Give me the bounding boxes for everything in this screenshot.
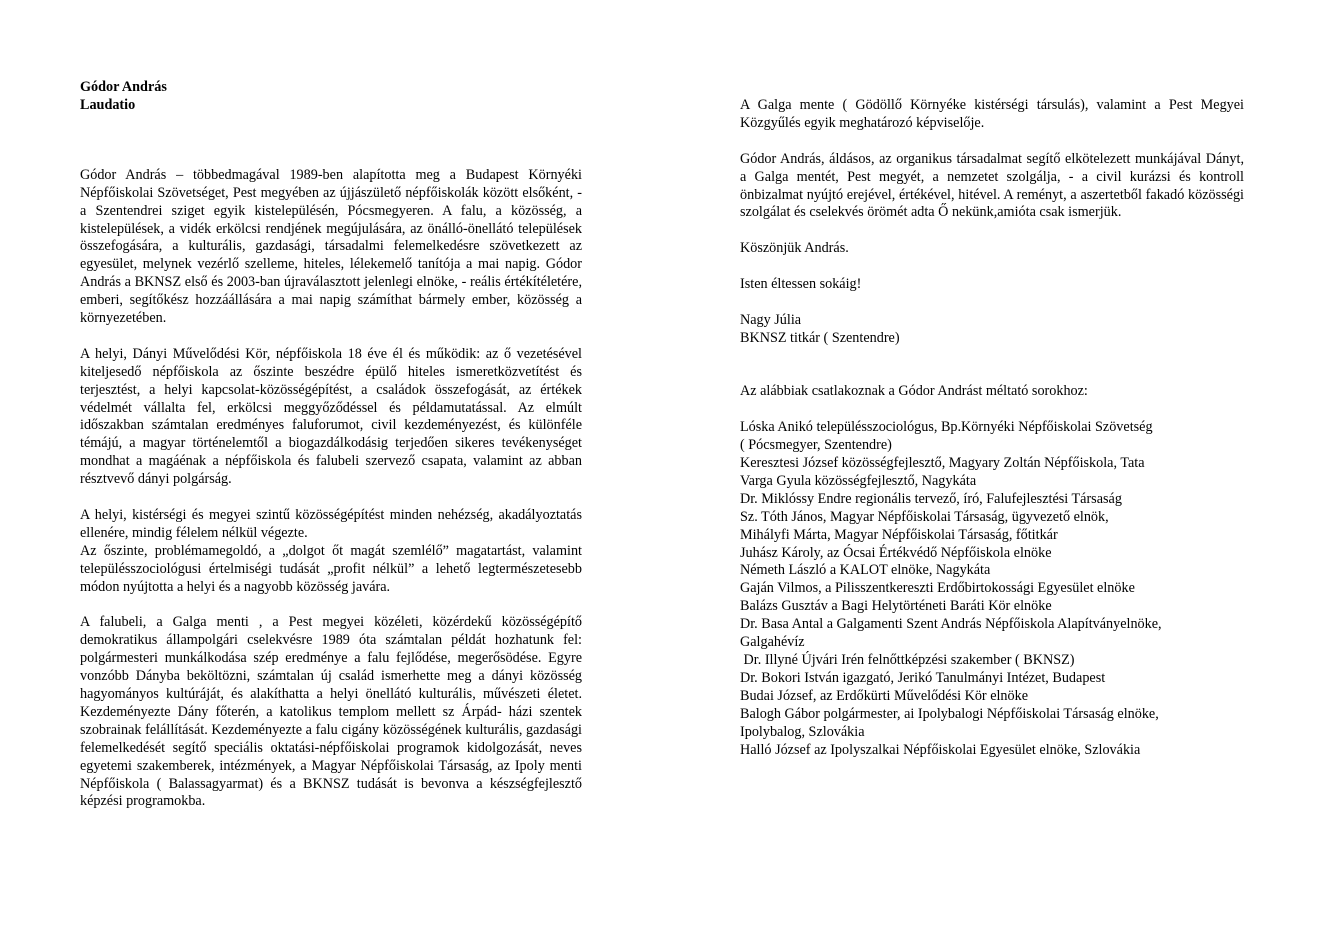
supporter-line: Ipolybalog, Szlovákia xyxy=(740,723,865,740)
supporter-line: Sz. Tóth János, Magyar Népfőiskolai Társaság, ügyvezető elnök, xyxy=(740,508,1109,525)
supporter-line: Balázs Gusztáv a Bagi Helytörténeti Baráti Kör elnöke xyxy=(740,598,1052,615)
supporter-line: Budai József, az Erdőkürti Művelődési Kör elnöke xyxy=(740,687,1029,704)
supporter-line: Halló József az Ipolyszalkai Népfőiskolai Egyesület elnöke, Szlovákia xyxy=(740,741,1141,758)
paragraph-dany-circle: A helyi, Dányi Művelődési Kör, népfőiskola 18 éve él és működik: az ő vezetésével kiteljesedő népfőiskola az őszinte beszédre épülő hiteles ismeretközvetítést és terjesztést, a helyi kapcsolat-közösségépítést, a családok összefogását, az értékek védelmét vállalta fel, erkölcsi meggyőződéssel és példamutatással. Az elmúlt időszakban számtalan eredményes faluforumot, civil kezdeményezést, és különféle témájú, a magyar történelemtől a biogazdálkodásig terjedően sikeres tevékenységet mondhat a magáénak a népfőiskola és falubeli szervező csapata, valamint az abban résztvevő dányi polgárság. xyxy=(80,345,582,488)
paragraph-attitude: Az őszinte, problémamegoldó, a „dolgot őt magát szemlélő” magatartást, valamint településszociológusi értelmiségi tudását „profit nélkül” a lehető legtermészetesebb módon nyújtotta a helyi és a nagyobb közösség javára. xyxy=(80,542,582,595)
supporters-list xyxy=(740,419,1244,759)
paragraph-civic-action: A falubeli, a Galga menti , a Pest megyei közéleti, közérdekű közösségépítő demokratikus állampolgári cselekvésre 1989 óta számtalan példát hozhatunk fel: polgármesteri munkálkodása szép eredménye a falu fejlődése, megerősödése. Egyre vonzóbb Dányba beköltözni, számtalan új család ismerhette meg a dányi közösség hagyományos kultúráját, és alakíthatta a helyi önellátó kulturális, művészeti életet. Kezdeményezte Dány főterén, a katolikus templom mellett sz Árpád- házi szentek szobrainak felállítását. Kezdeményezte a falu cigány közösségének kulturális, gazdasági felemelkedését segítő speciális oktatási-népfőiskolai programok kidolgozását, neves egyetemi szakemberek, intézmények, a Magyar Népfőiskolai Társaság, az Ipoly menti Népfőiskola ( Balassagyarmat) és a BKNSZ tudását is bevonva a készségfejlesztő képzési programokba. xyxy=(80,614,582,810)
supporter-line: Keresztesi József közösségfejlesztő, Magyary Zoltán Népfőiskola, Tata xyxy=(740,455,1145,472)
supporter-line: Galgahévíz xyxy=(740,634,805,651)
supporter-line: Varga Gyula közösségfejlesztő, Nagykáta xyxy=(740,472,977,489)
supporters-intro: Az alábbiak csatlakoznak a Gódor Andrást méltató sorokhoz: xyxy=(740,383,1088,400)
supporter-line: Lóska Anikó településszociológus, Bp.Környéki Népfőiskolai Szövetség xyxy=(740,419,1153,436)
supporter-line: Juhász Károly, az Ócsai Értékvédő Népfőiskola elnöke xyxy=(740,544,1052,561)
supporter-line: Balogh Gábor polgármester, ai Ipolybalogi Népfőiskolai Társaság elnöke, xyxy=(740,705,1159,722)
left-column xyxy=(80,79,582,811)
supporter-line: Gaján Vilmos, a Pilisszentkereszti Erdőbirtokossági Egyesület elnöke xyxy=(740,580,1135,597)
signature-role: BKNSZ titkár ( Szentendre) xyxy=(740,329,900,346)
right-column xyxy=(740,79,1244,759)
signature-name: Nagy Júlia xyxy=(740,311,802,328)
supporter-line: Dr. Miklóssy Endre regionális tervező, író, Falufejlesztési Társaság xyxy=(740,490,1122,507)
paragraph-community-building: A helyi, kistérségi és megyei szintű közösségépítést minden nehézség, akadályoztatás ellenére, mindig félelem nélkül végezte. xyxy=(80,507,582,541)
document-title: Laudatio xyxy=(80,96,136,113)
author-name: Gódor András xyxy=(80,79,167,95)
supporter-line: Dr. Illyné Újvári Irén felnőttképzési szakember ( BKNSZ) xyxy=(740,652,1075,668)
supporter-line: Dr. Basa Antal a Galgamenti Szent András Népfőiskola Alapítványelnöke, xyxy=(740,616,1162,633)
paragraph-founding: Gódor András – többedmagával 1989-ben alapította meg a Budapest Környéki Népfőiskolai Szövetséget, Pest megyében az újjászülető népfőiskolák között elsőként, - a Szentendrei sziget egyik kistelepülésén, Pócsmegyeren. A falu, a közösség, a kistelepülések, a vidék erkölcsi rendjének megújulására, az önálló-önellátó települések összefogására, a kulturális, gazdasági, társadalmi felemelkedésre szövetkezett az egyesület, melynek vezérlő szelleme, hiteles, lélekemelő tanítója a mai napig. Gódor András a BKNSZ első és 2003-ban újraválasztott jelenlegi elnöke, - reális értékítéletére, emberi, segítőkész hozzáállására a mai napig számíthat bármely ember, közösség a környezetében. xyxy=(80,166,582,327)
paragraph-representative: A Galga mente ( Gödöllő Környéke kistérségi társulás), valamint a Pest Megyei Közgyűlés egyik meghatározó képviselője. xyxy=(740,97,1244,131)
supporter-line: Németh László a KALOT elnöke, Nagykáta xyxy=(740,562,991,579)
supporter-line: Dr. Bokori István igazgató, Jerikó Tanulmányi Intézet, Budapest xyxy=(740,669,1106,686)
supporter-line: Mihályfi Márta, Magyar Népfőiskolai Társaság, főtitkár xyxy=(740,526,1058,543)
paragraph-tribute: Gódor András, áldásos, az organikus társadalmat segítő elkötelezett munkájával Dányt, a Galga mentét, Pest megyét, a nemzetet szolgálja, - a civil kurázsi és kontroll önbizalmat nyújtó erejével, értékével, hitével. A reményt, a aszertetből fakadó közösségi szolgálat és cselekvés örömét adta Ő nekünk,amióta csak ismerjük. xyxy=(740,150,1244,221)
wish-line: Isten éltessen sokáig! xyxy=(740,276,862,293)
supporter-line: ( Pócsmegyer, Szentendre) xyxy=(740,437,892,454)
thanks-line: Köszönjük András. xyxy=(740,240,849,257)
